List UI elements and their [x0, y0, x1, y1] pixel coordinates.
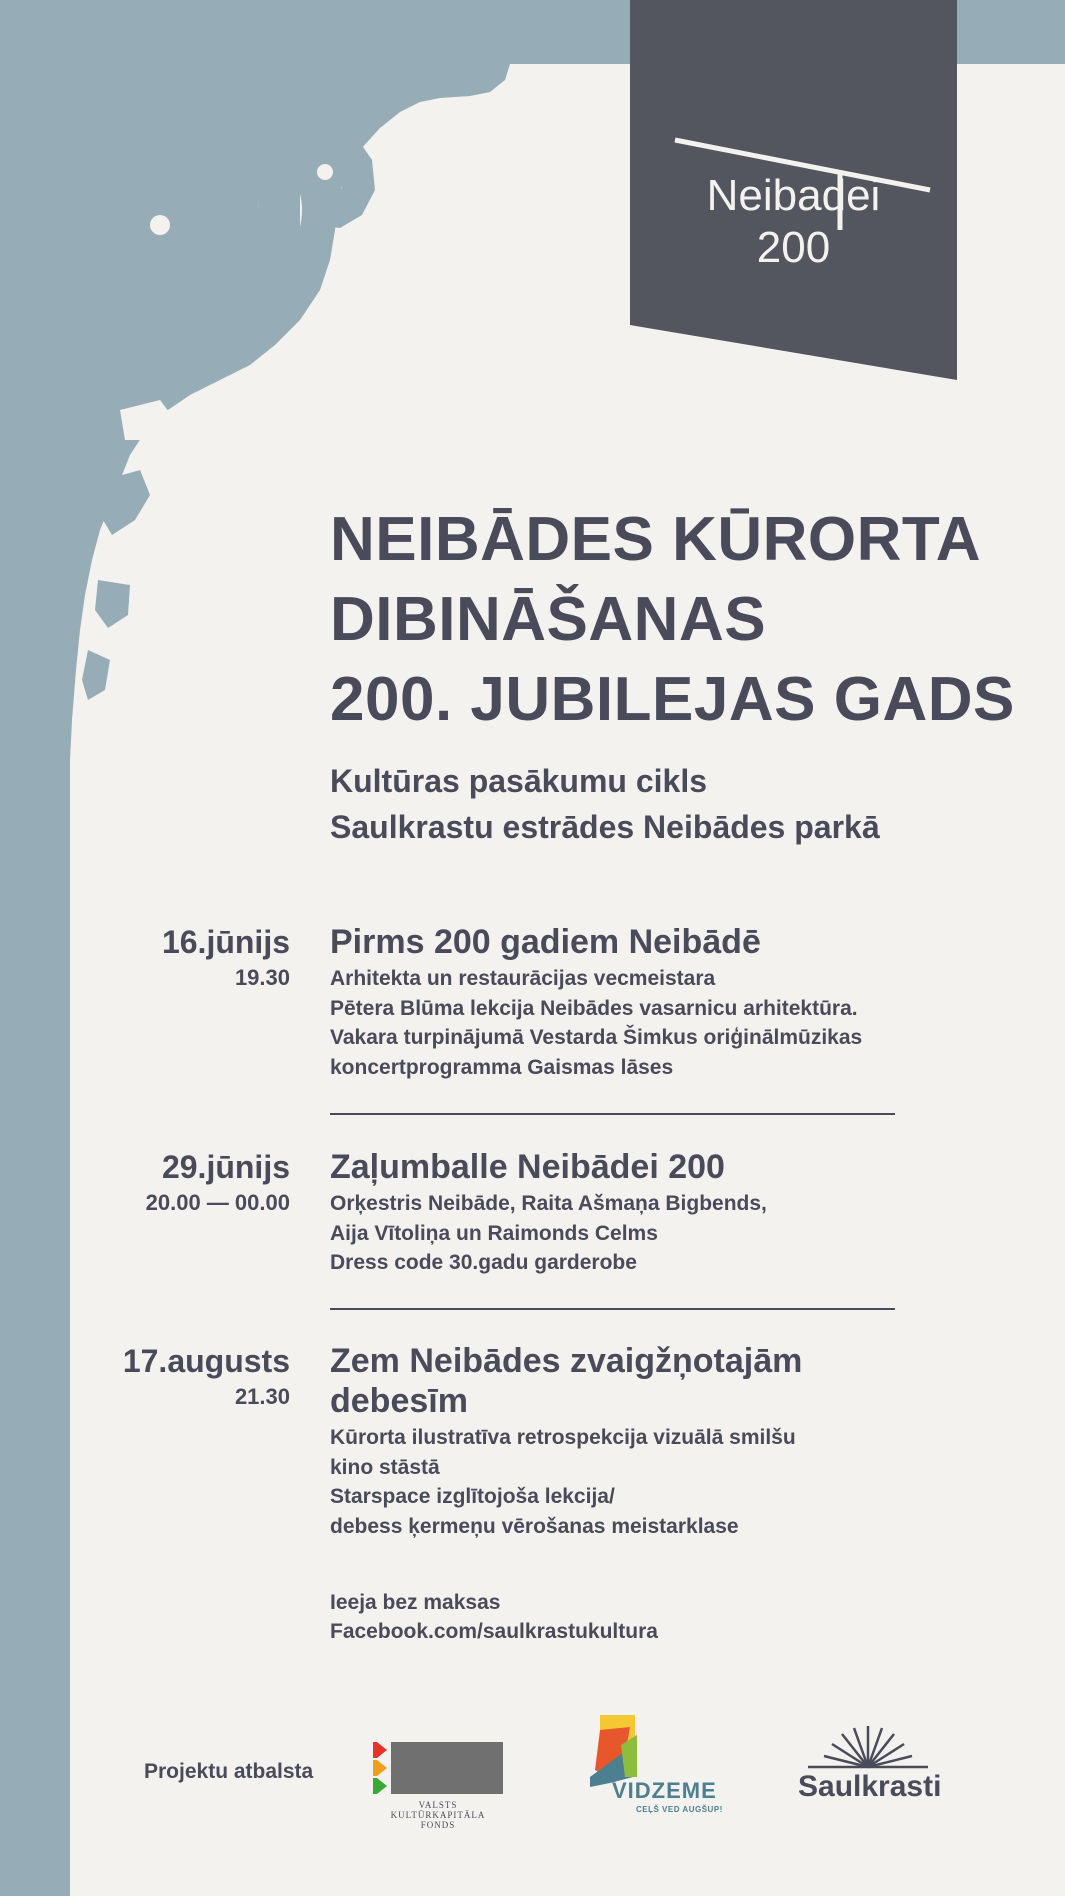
- headline-line: NEIBĀDES KŪRORTA: [330, 505, 981, 574]
- event-title-line: Pirms 200 gadiem Neibādē: [330, 923, 761, 961]
- event-desc-line: koncertprogramma Gaismas lāses: [330, 1055, 674, 1079]
- event-date: 29.jūnijs: [161, 1149, 290, 1185]
- banner-name: Neibadei: [706, 171, 881, 220]
- saulkrasti-logo-text: Saulkrasti: [798, 1770, 942, 1803]
- vkkf-logo-text: [373, 1800, 503, 1830]
- event-desc-line: Aija Vītoliņa un Raimonds Celms: [330, 1221, 658, 1245]
- event-date: 17.augusts: [122, 1343, 290, 1379]
- banner-number: 200: [756, 223, 831, 272]
- event-desc-line: Orķestris Neibāde, Raita Ašmaņa Bigbends,: [330, 1192, 767, 1215]
- event-time: 19.30: [234, 965, 290, 990]
- page-title: [330, 500, 1030, 740]
- event-desc-line: kino stāstā: [330, 1455, 440, 1479]
- event-title-line: Zem Neibādes zvaigžņotajām: [330, 1342, 803, 1380]
- footer-info: [330, 1588, 658, 1646]
- event-title-line: Zaļumballe Neibādei 200: [330, 1148, 725, 1186]
- event-desc-line: Kūrorta ilustratīva retrospekcija vizuālā smilšu: [330, 1426, 796, 1449]
- subtitle-line: Saulkrastu estrādes Neibādes parkā: [330, 809, 880, 845]
- event-title-line: debesīm: [330, 1382, 468, 1420]
- event-desc-line: Dress code 30.gadu garderobe: [330, 1251, 637, 1274]
- event-desc-line: debess ķermeņu vērošanas meistarklase: [330, 1514, 739, 1538]
- support-label: Projektu atbalsta: [144, 1760, 314, 1783]
- event-desc-line: Vakara turpinājumā Vestarda Šimkus oriģinālmūzikas: [330, 1026, 863, 1049]
- event-time: 21.30: [234, 1384, 290, 1409]
- facebook-link[interactable]: Facebook.com/saulkrastukultura: [330, 1620, 658, 1643]
- event-title: [330, 1341, 970, 1421]
- vidzeme-logo-text: VIDZEME: [612, 1778, 717, 1803]
- subtitle: [330, 758, 1030, 850]
- vkkf-line: VALSTS: [418, 1800, 458, 1810]
- free-entry-text: Ieeja bez maksas: [330, 1591, 501, 1614]
- event-description: [330, 964, 970, 1082]
- event-time: 20.00 — 00.00: [145, 1190, 290, 1215]
- event-title: [330, 1147, 970, 1187]
- banner-logo-text: [630, 170, 957, 274]
- divider: [330, 1113, 895, 1115]
- event-description: [330, 1189, 970, 1278]
- subtitle-line: Kultūras pasākumu cikls: [330, 763, 708, 799]
- event-description: [330, 1423, 970, 1541]
- headline-line: 200. JUBILEJAS GADS: [330, 665, 1015, 734]
- vidzeme-slogan: CEĻŠ VED AUGŠUP!: [636, 1805, 723, 1814]
- vkkf-line: KULTŪRKAPITĀLA FONDS: [390, 1810, 486, 1830]
- event-desc-line: Starspace izglītojoša lekcija/: [330, 1485, 615, 1508]
- event-date: 16.jūnijs: [161, 924, 290, 960]
- event-title: [330, 922, 970, 962]
- event-desc-line: Pētera Blūma lekcija Neibādes vasarnicu arhitektūra.: [330, 996, 858, 1020]
- divider: [330, 1308, 895, 1310]
- headline-line: DIBINĀŠANAS: [330, 585, 767, 654]
- event-desc-line: Arhitekta un restaurācijas vecmeistara: [330, 967, 716, 990]
